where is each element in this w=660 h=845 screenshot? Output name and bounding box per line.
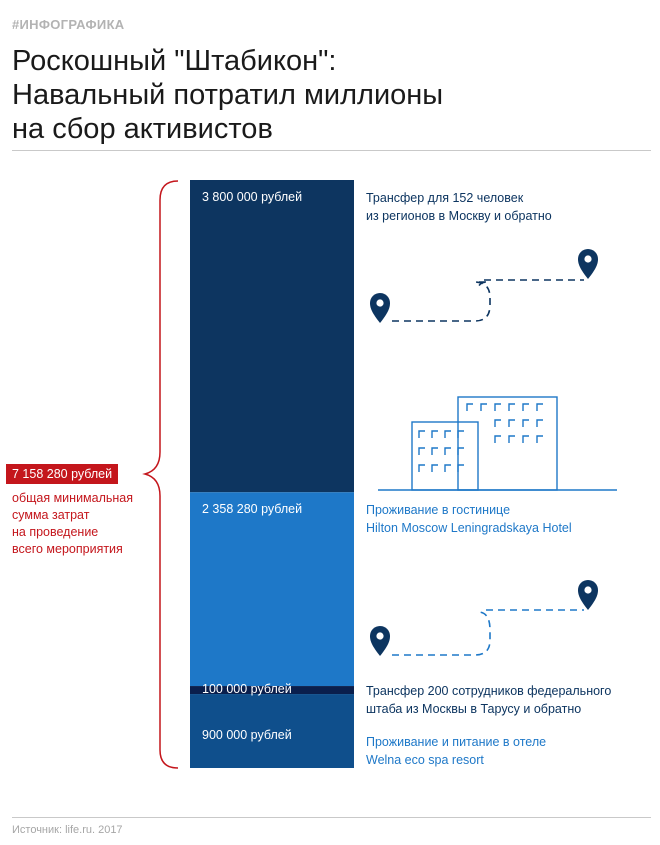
- desc-hotel-welna: [366, 733, 546, 769]
- route-icon-upper: [370, 249, 598, 323]
- map-pin-icon: [578, 580, 598, 610]
- value-label-hotel-welna: 900 000 рублей: [202, 728, 292, 742]
- desc-line: из регионов в Москву и обратно: [366, 209, 552, 223]
- window-glyph: [445, 448, 451, 455]
- window-glyph: [445, 465, 451, 472]
- value-label-transfer-staff: 100 000 рублей: [202, 682, 292, 696]
- window-glyph: [523, 436, 529, 443]
- desc-transfer-regions: [366, 189, 552, 225]
- window-glyph: [432, 431, 438, 438]
- map-pin-icon: [370, 626, 390, 656]
- window-glyph: [458, 465, 464, 472]
- window-glyph: [537, 404, 543, 411]
- dashed-route-icon: [392, 610, 584, 655]
- map-pin-icon: [578, 249, 598, 279]
- total-caption-line: всего мероприятия: [12, 542, 123, 556]
- building-icon: [378, 397, 617, 490]
- window-glyph: [537, 436, 543, 443]
- window-glyph: [481, 404, 487, 411]
- window-glyph: [467, 404, 473, 411]
- title-line-3: на сбор активистов: [12, 113, 273, 145]
- total-brace: [145, 181, 178, 768]
- window-glyph: [458, 448, 464, 455]
- window-glyph: [523, 420, 529, 427]
- window-glyph: [432, 448, 438, 455]
- window-glyph: [495, 404, 501, 411]
- window-glyph: [419, 431, 425, 438]
- total-caption: [12, 490, 133, 558]
- desc-line: штаба из Москвы в Тарусу и обратно: [366, 702, 582, 716]
- dashed-route-icon: [392, 280, 584, 321]
- window-glyph: [537, 420, 543, 427]
- total-caption-line: общая минимальная: [12, 491, 134, 505]
- desc-line: Проживание и питание в отеле: [366, 735, 547, 749]
- category-tag: #ИНФОГРАФИКА: [12, 17, 125, 32]
- title-line-1: Роскошный "Штабикон":: [12, 45, 337, 77]
- map-pin-icon: [370, 293, 390, 323]
- total-caption-line: сумма затрат: [12, 508, 90, 522]
- window-glyph: [432, 465, 438, 472]
- window-glyph: [509, 420, 515, 427]
- window-glyph: [419, 465, 425, 472]
- value-label-transfer-regions: 3 800 000 рублей: [202, 190, 303, 204]
- window-glyph: [458, 431, 464, 438]
- bottom-divider: [12, 817, 651, 818]
- window-glyph: [495, 436, 501, 443]
- window-glyph: [523, 404, 529, 411]
- window-glyph: [509, 436, 515, 443]
- desc-line: Трансфер 200 сотрудников федерального: [366, 684, 612, 698]
- desc-line: Трансфер для 152 человек: [366, 191, 524, 205]
- desc-hotel-hilton: [366, 501, 572, 537]
- bar-hotel-hilton: [190, 492, 354, 686]
- desc-line: Проживание в гостинице: [366, 503, 511, 517]
- desc-line: Hilton Moscow Leningradskaya Hotel: [366, 521, 572, 535]
- value-label-hotel-hilton: 2 358 280 рублей: [202, 502, 303, 516]
- bar-transfer-regions: [190, 180, 354, 492]
- route-icon-lower: [370, 580, 598, 656]
- title-line-2: Навальный потратил миллионы: [12, 79, 444, 111]
- total-amount-badge: 7 158 280 рублей: [6, 464, 118, 484]
- desc-transfer-staff: [366, 682, 611, 718]
- source-note: Источник: life.ru. 2017: [12, 824, 123, 836]
- total-caption-line: на проведение: [12, 525, 99, 539]
- window-glyph: [445, 431, 451, 438]
- desc-line: Welna eco spa resort: [366, 753, 484, 767]
- window-glyph: [509, 404, 515, 411]
- window-glyph: [419, 448, 425, 455]
- window-glyph: [495, 420, 501, 427]
